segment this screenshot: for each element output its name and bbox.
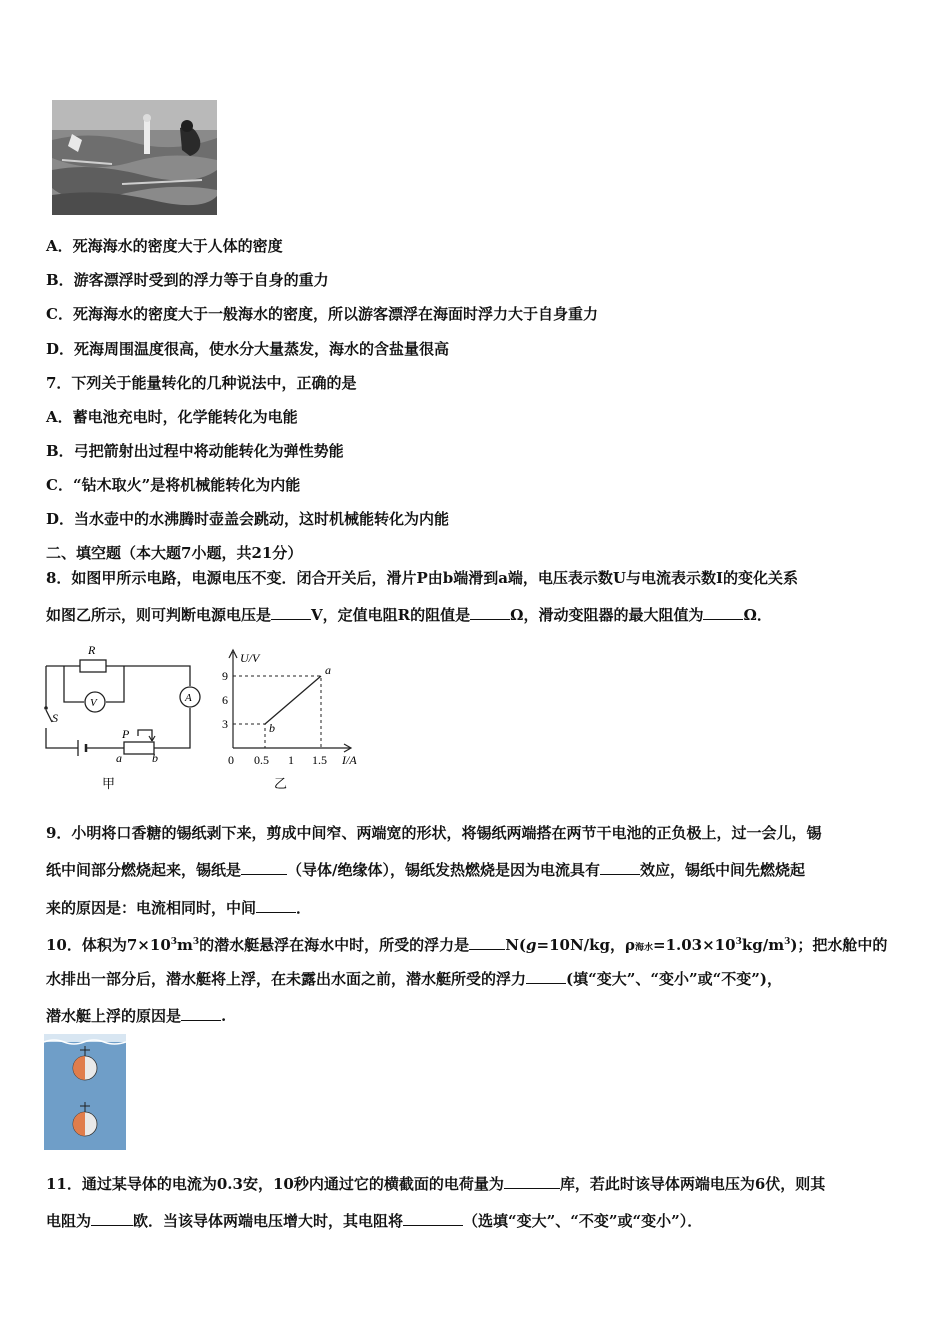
answer-blank[interactable]	[469, 935, 505, 950]
q8-figure	[40, 638, 375, 798]
y-tick-9: 9	[222, 669, 228, 683]
label-a: a	[116, 751, 122, 765]
answer-blank[interactable]	[403, 1211, 463, 1226]
q10-text: 10．体积为7×10	[46, 936, 171, 954]
answer-blank[interactable]	[600, 860, 640, 875]
q11-text: 11．通过某导体的电流为0.3安，10秒内通过它的横截面的电荷量为	[46, 1175, 504, 1193]
q7-option-b: B．弓把箭射出过程中将动能转化为弹性势能	[46, 442, 344, 460]
q7-option-c: C．“钻木取火”是将机械能转化为内能	[46, 476, 301, 494]
label-p: P	[122, 727, 130, 741]
caption-jia: 甲	[102, 776, 116, 791]
label-r: R	[88, 643, 96, 657]
q10-line-2	[46, 969, 782, 989]
q11-text: （选填“变大”、“不变”或“变小”）．	[463, 1212, 703, 1230]
q6-option-a: A．死海海水的密度大于人体的密度	[46, 237, 283, 255]
rheostat	[124, 742, 154, 754]
point-a-label: a	[325, 663, 331, 677]
x-tick-1-5: 1.5	[312, 753, 327, 767]
q9-text: ．	[296, 899, 312, 917]
answer-blank[interactable]	[181, 1006, 221, 1021]
y-tick-6: 6	[222, 693, 228, 707]
label-b: b	[152, 751, 158, 765]
q9-text: 纸中间部分燃烧起来，锡纸是	[46, 861, 242, 879]
q10-text: 潜水艇上浮的原因是	[46, 1007, 182, 1025]
q8-text: Ω．	[743, 606, 772, 624]
graph-axes	[229, 650, 351, 752]
answer-blank[interactable]	[703, 605, 743, 620]
q10-text: 水排出一部分后，潜水艇将上浮，在未露出水面之前，潜水艇所受的浮力	[46, 970, 527, 988]
answer-blank[interactable]	[526, 969, 566, 984]
superscript: 3	[192, 937, 200, 947]
q10-text: kg/m	[741, 936, 785, 954]
circuit-wires	[46, 666, 190, 748]
x-tick-0-5: 0.5	[254, 753, 269, 767]
superscript: 3	[784, 937, 791, 947]
q9-text: 效应，锡纸中间先燃烧起	[640, 861, 806, 879]
answer-blank[interactable]	[504, 1174, 560, 1189]
subscript: 海水	[635, 943, 654, 953]
q7-option-d: D．当水壶中的水沸腾时壶盖会跳动，这时机械能转化为内能	[46, 510, 450, 528]
answer-blank[interactable]	[271, 605, 311, 620]
q7-stem: 7．下列关于能量转化的几种说法中，正确的是	[46, 374, 357, 392]
answer-blank[interactable]	[91, 1211, 133, 1226]
q8-line-2	[46, 605, 772, 625]
q8-line-1: 8．如图甲所示电路，电源电压不变．闭合开关后，滑片P由b端滑到a端，电压表示数U与电流表示数I的变化关系	[46, 569, 799, 587]
q10-text: =10N/kg，ρ	[536, 936, 635, 954]
y-axis-label: U/V	[240, 651, 260, 665]
submarine-figure	[44, 1034, 126, 1150]
answer-blank[interactable]	[241, 860, 287, 875]
q10-line-1	[46, 932, 887, 958]
q9-text: 来的原因是：电流相同时，中间	[46, 899, 257, 917]
x-tick-1: 1	[288, 753, 294, 767]
q10-text: 的潜水艇悬浮在海水中时，所受的浮力是	[199, 936, 470, 954]
ammeter-label: A	[185, 692, 192, 704]
q11-text: 欧．当该导体两端电压增大时，其电阻将	[133, 1212, 404, 1230]
q8-text: Ω，滑动变阻器的最大阻值为	[510, 606, 704, 624]
answer-blank[interactable]	[256, 898, 296, 913]
voltmeter-label: V	[90, 697, 97, 709]
q10-line-3	[46, 1006, 226, 1026]
q11-text: 电阻为	[46, 1212, 92, 1230]
q11-line-2	[46, 1211, 702, 1231]
switch-contact	[44, 706, 48, 710]
u-i-line	[265, 676, 321, 724]
caption-yi: 乙	[274, 776, 288, 791]
q10-text: .	[221, 1007, 227, 1025]
q7-option-a: A．蓄电池充电时，化学能转化为电能	[46, 408, 298, 426]
q9-text: （导体/绝缘体），锡纸发热燃烧是因为电流具有	[287, 861, 600, 879]
q9-line-3	[46, 898, 311, 918]
q6-option-d: D．死海周围温度很高，使水分大量蒸发，海水的含盐量很高	[46, 340, 450, 358]
q9-line-1: 9．小明将口香糖的锡纸剥下来，剪成中间窄、两端宽的形状，将锡纸两端搭在两节干电池的正负极上，过一会儿，锡	[46, 824, 822, 842]
q10-text: m	[177, 936, 193, 954]
dead-sea-photo	[52, 100, 217, 215]
q6-option-c: C．死海海水的密度大于一般海水的密度，所以游客漂浮在海面时浮力大于自身重力	[46, 305, 598, 323]
answer-blank[interactable]	[470, 605, 510, 620]
x-tick-0: 0	[228, 753, 234, 767]
q8-text: 如图乙所示，则可判断电源电压是	[46, 606, 272, 624]
q6-option-b: B．游客漂浮时受到的浮力等于自身的重力	[46, 271, 329, 289]
label-s: S	[52, 711, 58, 725]
q10-text: (填“变大”、“变小”或“不变”)，	[566, 970, 782, 988]
q10-text: g	[526, 936, 537, 954]
point-b-label: b	[269, 721, 275, 735]
q10-text: =1.03×10	[653, 936, 736, 954]
q9-line-2	[46, 860, 805, 880]
x-axis-label: I/A	[342, 753, 357, 767]
superscript: 3	[170, 937, 178, 947]
q11-line-1	[46, 1174, 825, 1194]
q10-text: N(	[505, 936, 526, 954]
y-tick-3: 3	[222, 717, 228, 731]
section-heading: 二、填空题（本大题7小题，共21分）	[46, 544, 303, 562]
q10-text: )；把水舱中的	[790, 936, 888, 954]
superscript: 3	[735, 937, 742, 947]
resistor-r	[80, 660, 106, 672]
q11-text: 库，若此时该导体两端电压为6伏，则其	[559, 1175, 826, 1193]
q8-text: V，定值电阻R的阻值是	[311, 606, 471, 624]
